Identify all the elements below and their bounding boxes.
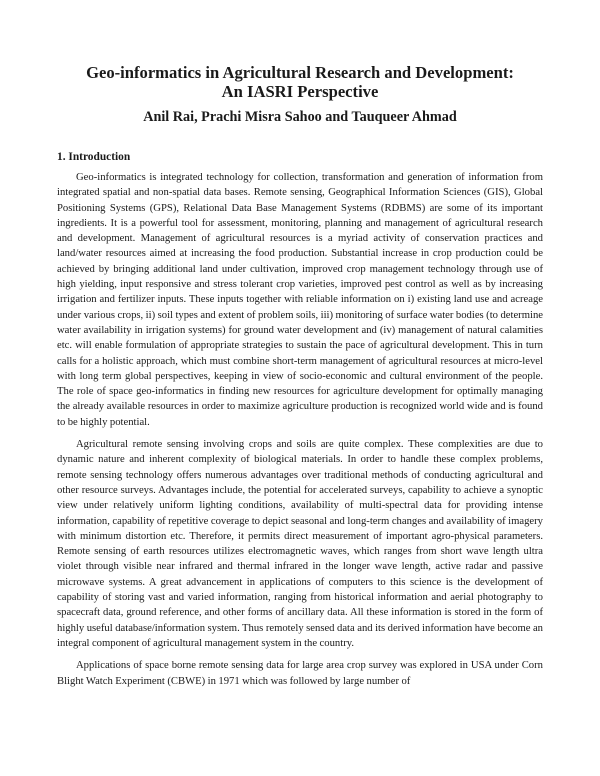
body-paragraph: Agricultural remote sensing involving crops and soils are quite complex. These complexities are due to dynamic nature and inherent complexity of biological materials. In order to handle these complex problems, remote sensing technology offers numerous advantages over traditional methods of conducting agricultural and other resource surveys. Advantages include, the potential for accelerated surveys, capability to achieve a synoptic view under relatively uniform lighting conditions, availability of multi-spectral data for providing intense information, capability of repetitive coverage to depict seasonal and long-term changes and availability of imagery with minimum distortion etc. Therefore, it permits direct measurement of important agro-physical parameters. Remote sensing of earth resources utilizes electromagnetic waves, which ranges from short wave length ultra violet through visible near infrared and thermal infrared in the longer wave length, active radar and passive microwave systems. A great advancement in applications of computers to this science is the development of capability of storing vast and varied information, ranging from historical information and aerial photography to spacecraft data, ground reference, and other forms of ancillary data. All these information is stored in the form of highly useful database/information system. Thus remotely sensed data and its derived information have become an integral component of agricultural management system in the country. — [57, 439, 543, 649]
title-line-2: An IASRI Perspective — [221, 82, 379, 101]
body-paragraph: Geo-informatics is integrated technology for collection, transformation and generation of information from integrated spatial and non-spatial data bases. Remote sensing, Geographical Information Sciences (GIS), Global Positioning Systems (GPS), Relational Data Base Management Systems (RDBMS) are some of its important ingredients. It is a powerful tool for assessment, monitoring, planning and management of agricultural research and development. Management of agricultural resources is a myriad activity of conservation practices and land/water resources aimed at increasing the food production. Substantial increase in crop production could be achieved by bringing additional land under cultivation, improved crop management technology through use of high yielding, input responsive and stress tolerant crop varieties, improved pest control as well as by increasing irrigation and fertilizer inputs. These inputs together with reliable information on i) existing land use and acreage under various crops, ii) soil types and extent of problem soils, iii) monitoring of surface water bodies (to determine water availability in irrigation systems) for ground water development and (iv) management of natural calamities etc. will enable formulation of appropriate strategies to sustain the pace of agricultural development. This in turn calls for a holistic approach, which must combine short-term management of agricultural resources at micro-level with long term global perspectives, keeping in view of socio-economic and cultural environment of the people. The role of space geo-informatics in finding new resources for agriculture development for optimally managing the already available resources in order to maximize agriculture production is recognized world wide and is found to be highly potential. — [57, 172, 543, 428]
title-line-1: Geo-informatics in Agricultural Research and Development: — [86, 63, 514, 82]
paper-page — [57, 63, 543, 689]
paper-title — [57, 63, 543, 101]
author-list: Anil Rai, Prachi Misra Sahoo and Tauqueer Ahmad — [143, 109, 457, 125]
body-paragraph: Applications of space borne remote sensing data for large area crop survey was explored in USA under Corn Blight Watch Experiment (CBWE) in 1971 which was followed by large number of — [57, 660, 543, 687]
section-heading-introduction: 1. Introduction — [57, 151, 131, 163]
